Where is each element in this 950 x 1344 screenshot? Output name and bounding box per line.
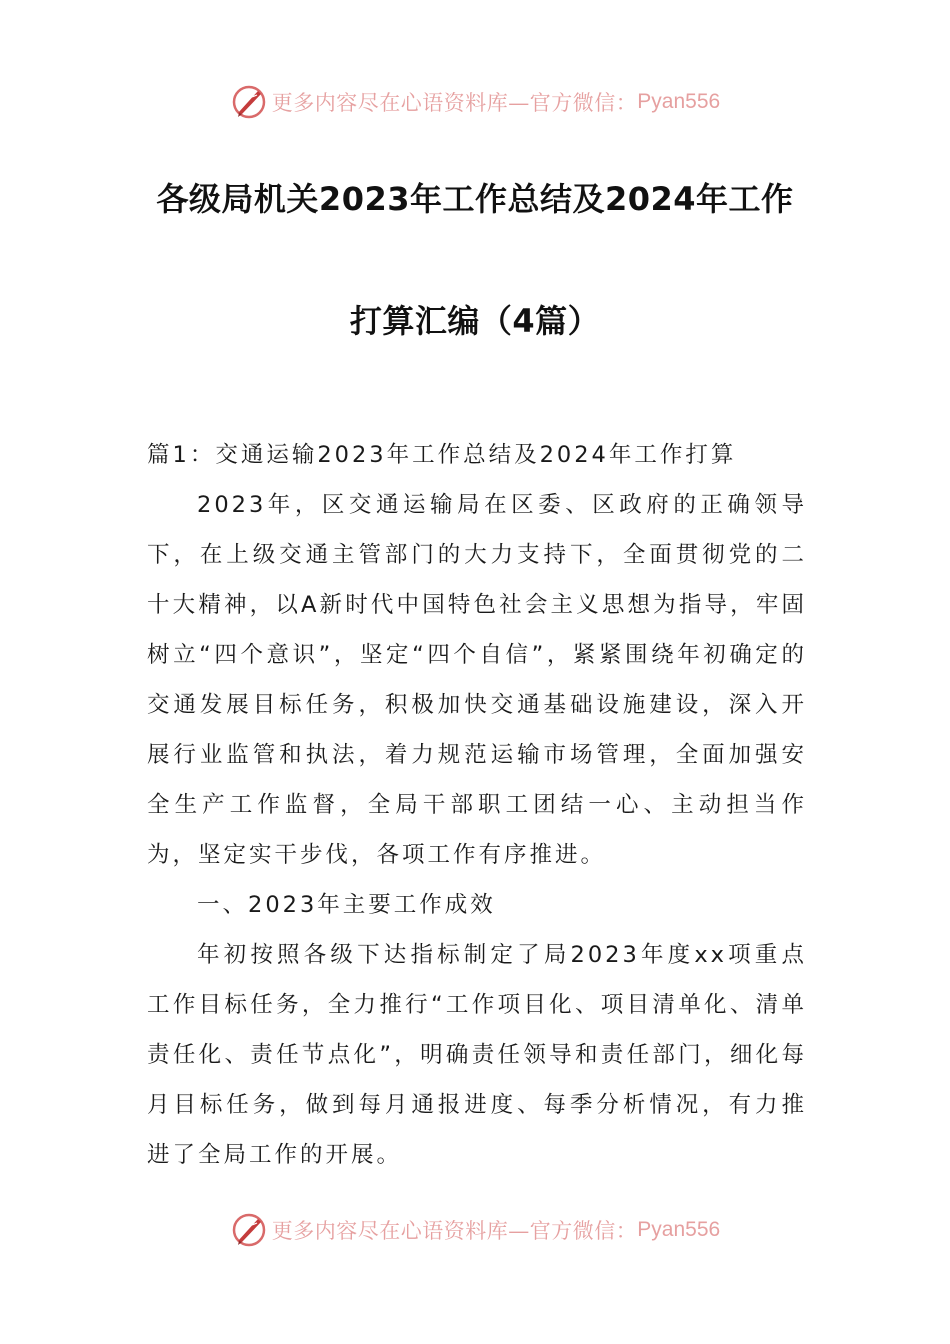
watermark-handle: Pyan556 xyxy=(637,90,721,113)
quill-pen-logo-icon xyxy=(230,83,268,121)
watermark-handle: Pyan556 xyxy=(637,1218,721,1241)
document-title-line2: 打算汇编（4篇） xyxy=(349,302,601,340)
subheading-1: 一、2023年主要工作成效 xyxy=(197,892,496,918)
document-body xyxy=(147,430,807,1180)
section-heading: 篇1：交通运输2023年工作总结及2024年工作打算 xyxy=(147,442,737,468)
quill-pen-logo-icon xyxy=(230,1211,268,1249)
watermark-text: 更多内容尽在心语资料库—官方微信： xyxy=(271,1219,638,1243)
paragraph-1: 2023年，区交通运输局在区委、区政府的正确领导下，在上级交通主管部门的大力支持下，全面贯彻党的二十大精神，以A新时代中国特色社会主义思想为指导，牢固树立“四个意识”，坚定“四个自信”，紧紧围绕年初确定的交通发展目标任务，积极加快交通基础设施建设，深入开展行业监管和执法，着力规范运输市场管理，全面加强安全生产工作监督，全局干部职工团结一心、主动担当作为，坚定实干步伐，各项工作有序推进。 xyxy=(147,492,807,868)
watermark-text: 更多内容尽在心语资料库—官方微信： xyxy=(271,91,638,115)
watermark-banner-top xyxy=(0,80,950,124)
watermark-banner-bottom xyxy=(0,1208,950,1252)
paragraph-2: 年初按照各级下达指标制定了局2023年度xx项重点工作目标任务，全力推行“工作项目化、项目清单化、清单责任化、责任节点化”，明确责任领导和责任部门，细化每月目标任务，做到每月通报进度、每季分析情况，有力推进了全局工作的开展。 xyxy=(147,942,807,1168)
document-title-line1: 各级局机关2023年工作总结及2024年工作 xyxy=(156,180,794,218)
